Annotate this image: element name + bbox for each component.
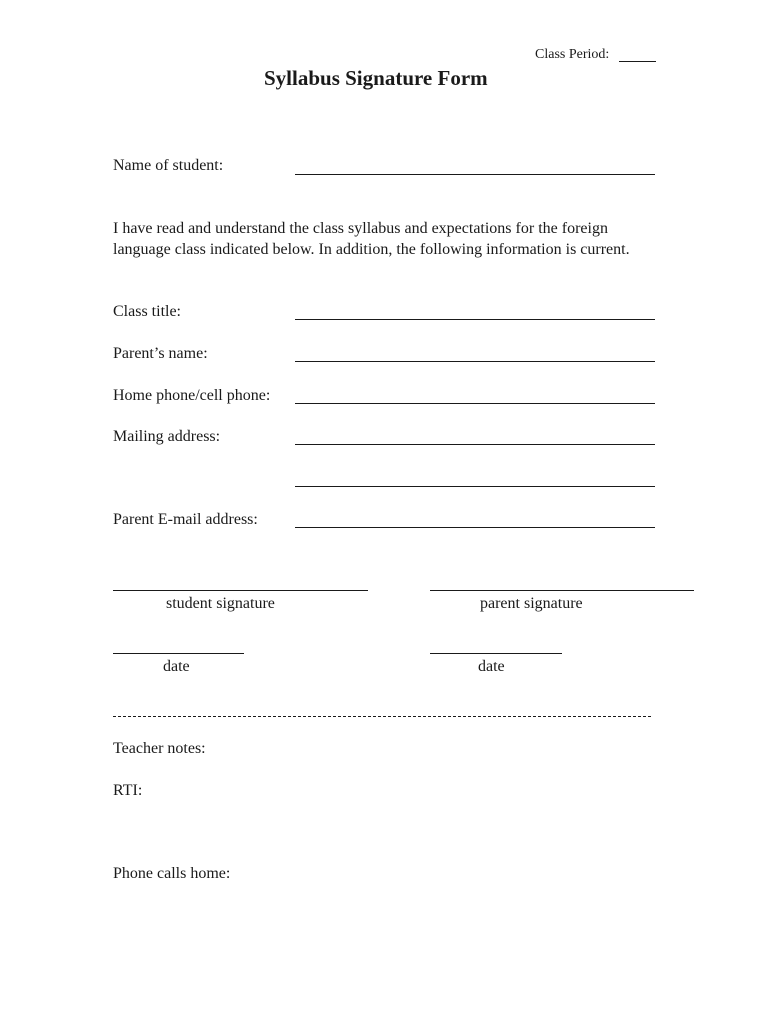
- parent-date-line[interactable]: [430, 653, 562, 654]
- parent-name-line[interactable]: [295, 361, 655, 362]
- phone-line[interactable]: [295, 403, 655, 404]
- class-period-line[interactable]: [619, 61, 656, 62]
- student-signature-label: student signature: [166, 595, 275, 612]
- cut-line-divider: [113, 716, 651, 717]
- email-label: Parent E-mail address:: [113, 511, 258, 528]
- parent-signature-label: parent signature: [480, 595, 583, 612]
- class-title-label: Class title:: [113, 303, 181, 320]
- page-title: Syllabus Signature Form: [264, 66, 488, 90]
- mailing-address-label: Mailing address:: [113, 428, 221, 445]
- parent-date-label: date: [478, 658, 505, 675]
- phone-calls-label: Phone calls home:: [113, 865, 231, 882]
- class-title-line[interactable]: [295, 319, 655, 320]
- parent-name-label: Parent’s name:: [113, 345, 208, 362]
- rti-label: RTI:: [113, 782, 143, 799]
- student-name-label: Name of student:: [113, 157, 224, 174]
- student-date-label: date: [163, 658, 190, 675]
- student-date-line[interactable]: [113, 653, 244, 654]
- mailing-address-line-1[interactable]: [295, 444, 655, 445]
- parent-signature-line[interactable]: [430, 590, 694, 591]
- student-signature-line[interactable]: [113, 590, 368, 591]
- email-line[interactable]: [295, 527, 655, 528]
- student-name-line[interactable]: [295, 174, 655, 175]
- phone-label: Home phone/cell phone:: [113, 387, 271, 404]
- mailing-address-line-2[interactable]: [295, 486, 655, 487]
- teacher-notes-label: Teacher notes:: [113, 740, 206, 757]
- class-period-label: Class Period:: [535, 47, 610, 62]
- statement-text: I have read and understand the class syllabus and expectations for the foreign language class indicated below. In addition, the following information is current.: [113, 220, 630, 258]
